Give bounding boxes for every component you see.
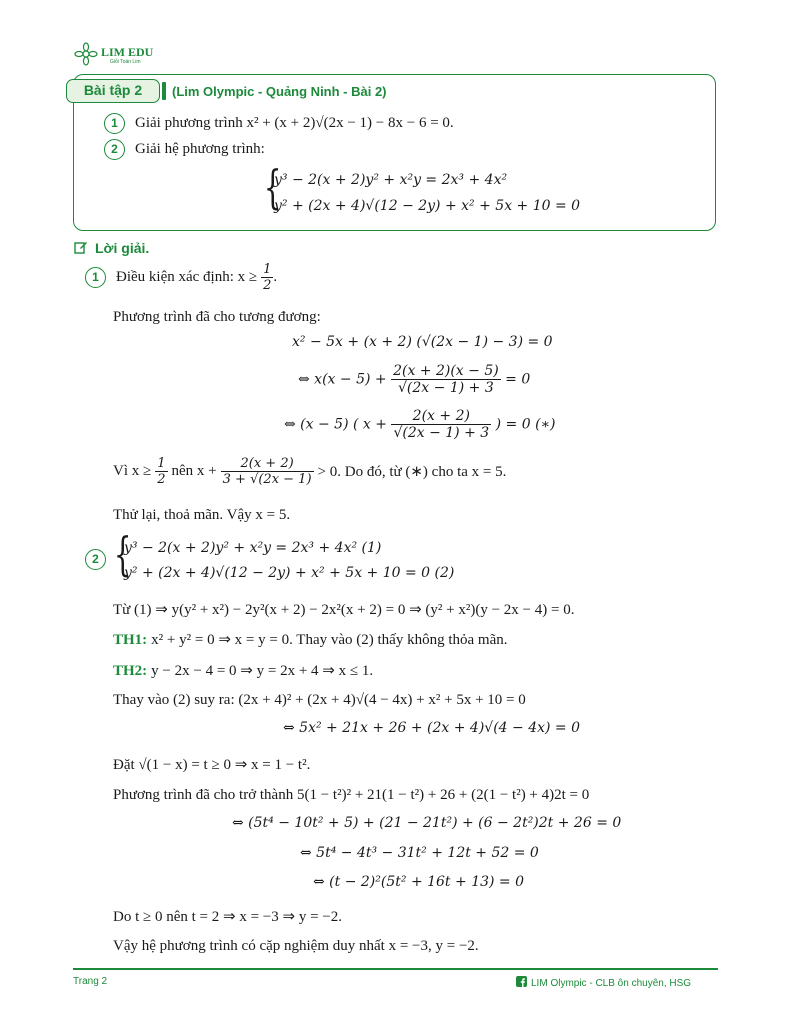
part2-becomes: Phương trình đã cho trở thành 5(1 − t²)² + 21(1 − t²) + 26 + (2(1 − t²) + 4)2t = 0 (113, 787, 590, 803)
footer-page: Trang 2 (73, 976, 108, 987)
footer-credit: LIM Olympic - CLB ôn chuyên, HSG (516, 973, 691, 991)
brand-logo (74, 42, 184, 68)
part2-sub2: ⇔ 5x² + 21x + 26 + (2x + 4)√(4 − 4x) = 0 (283, 720, 581, 736)
part-number-badge: 1 (85, 267, 106, 288)
problem-item-2 (104, 139, 265, 160)
part1-since: Vì x ≥ $\frac{1}{2}$ nên x + $\frac{2(x + 2)}{3 + √(2x - 1)}$ > 0. Do đó, từ (∗) cho ta x = 5. (113, 456, 507, 487)
part1-line2-fraction: $\frac{2(x + 2)(x - 5)}{√(2x - 1) + 3}$ (393, 363, 499, 396)
problem-tag-notch (162, 82, 166, 100)
problem-item-text: Giải phương trình x² + (x + 2)√(2x − 1) − 8x − 6 = 0. (135, 115, 454, 131)
part2-system-eq1: y³ − 2(x + 2)y² + x²y = 2x³ + 4x² (1) (124, 540, 382, 556)
solution-heading-text: Lời giải. (95, 240, 150, 256)
part2-since: Do t ≥ 0 nên t = 2 ⇒ x = −3 ⇒ y = −2. (113, 909, 342, 925)
part1-line1: x² − 5x + (x + 2) (√(2x − 1) − 3) = 0 (292, 334, 553, 350)
part2-system-brace: { (113, 527, 132, 581)
condition-text: Điều kiện xác định: x ≥ (116, 269, 258, 285)
part1-line2: ⇔ x(x − 5) + $\frac{2(x + 2)(x - 5)}{√(2x - 1) + 3}$ = 0 (298, 363, 531, 396)
problem-source: (Lim Olympic - Quảng Ninh - Bài 2) (172, 84, 387, 99)
part1-line3-fraction: $\frac{2(x + 2)}{√(2x - 1) + 3}$ (393, 408, 490, 441)
part2-th2: TH2: y − 2x − 4 = 0 ⇒ y = 2x + 4 ⇒ x ≤ 1. (113, 663, 374, 679)
item-number-badge: 1 (104, 113, 125, 134)
part2-from1: Từ (1) ⇒ y(y² + x²) − 2y²(x + 2) − 2x²(x + 2) = 0 ⇒ (y² + x²)(y − 2x − 4) = 0. (113, 602, 575, 618)
part2-conclusion: Vậy hệ phương trình có cặp nghiệm duy nhất x = −3, y = −2. (113, 938, 479, 954)
problem-item-text: Giải hệ phương trình: (135, 141, 265, 157)
problem-tag (66, 79, 160, 103)
problem-tag-label: Bài tập 2 (83, 82, 143, 98)
part2-eq3: ⇔ (t − 2)²(5t² + 16t + 13) = 0 (313, 874, 525, 890)
brand-name: LIM EDU (101, 45, 154, 59)
part2-set: Đặt √(1 − x) = t ≥ 0 ⇒ x = 1 − t². (113, 757, 311, 773)
problem-item-1 (104, 113, 454, 134)
problem-system-brace: { (263, 160, 282, 214)
part1-line3: ⇔ (x − 5) ( x + $\frac{2(x + 2)}{√(2x - 1) + 3}$ ) = 0 (∗) (284, 408, 556, 441)
footer-divider (73, 968, 718, 970)
edit-icon (74, 240, 88, 254)
solution-part1-condition: 1 Điều kiện xác định: x ≥ $\frac{1}{2}$ . (85, 262, 277, 293)
part-number-badge: 2 (85, 549, 106, 570)
part2-sub: Thay vào (2) suy ra: (2x + 4)² + (2x + 4)√(4 − 4x) + x² + 5x + 10 = 0 (113, 692, 526, 708)
brand-tagline: Giỏi Toán Lim (110, 59, 141, 65)
part2-eq1: ⇔ (5t⁴ − 10t² + 5) + (21 − 21t²) + (6 − 2t²)2t + 26 = 0 (232, 815, 622, 831)
part2-eq2: ⇔ 5t⁴ − 4t³ − 31t² + 12t + 52 = 0 (300, 845, 539, 861)
part2-th1: TH1: x² + y² = 0 ⇒ x = y = 0. Thay vào (2) thấy không thỏa mãn. (113, 632, 508, 648)
condition-fraction: $\frac{1}{2}$ (263, 262, 272, 293)
solution-heading (74, 240, 149, 258)
part2-system-eq2: y² + (2x + 4)√(12 − 2y) + x² + 5x + 10 = 0 (2) (124, 565, 455, 581)
item-number-badge: 2 (104, 139, 125, 160)
part1-check: Thử lại, thoả mãn. Vậy x = 5. (113, 507, 291, 523)
problem-system-eq2: y² + (2x + 4)√(12 − 2y) + x² + 5x + 10 = 0 (274, 198, 581, 214)
problem-system-eq1: y³ − 2(x + 2)y² + x²y = 2x³ + 4x² (274, 172, 508, 188)
facebook-icon (516, 976, 527, 987)
flower-logo-icon (74, 42, 98, 66)
equiv-label: Phương trình đã cho tương đương: (113, 309, 321, 325)
